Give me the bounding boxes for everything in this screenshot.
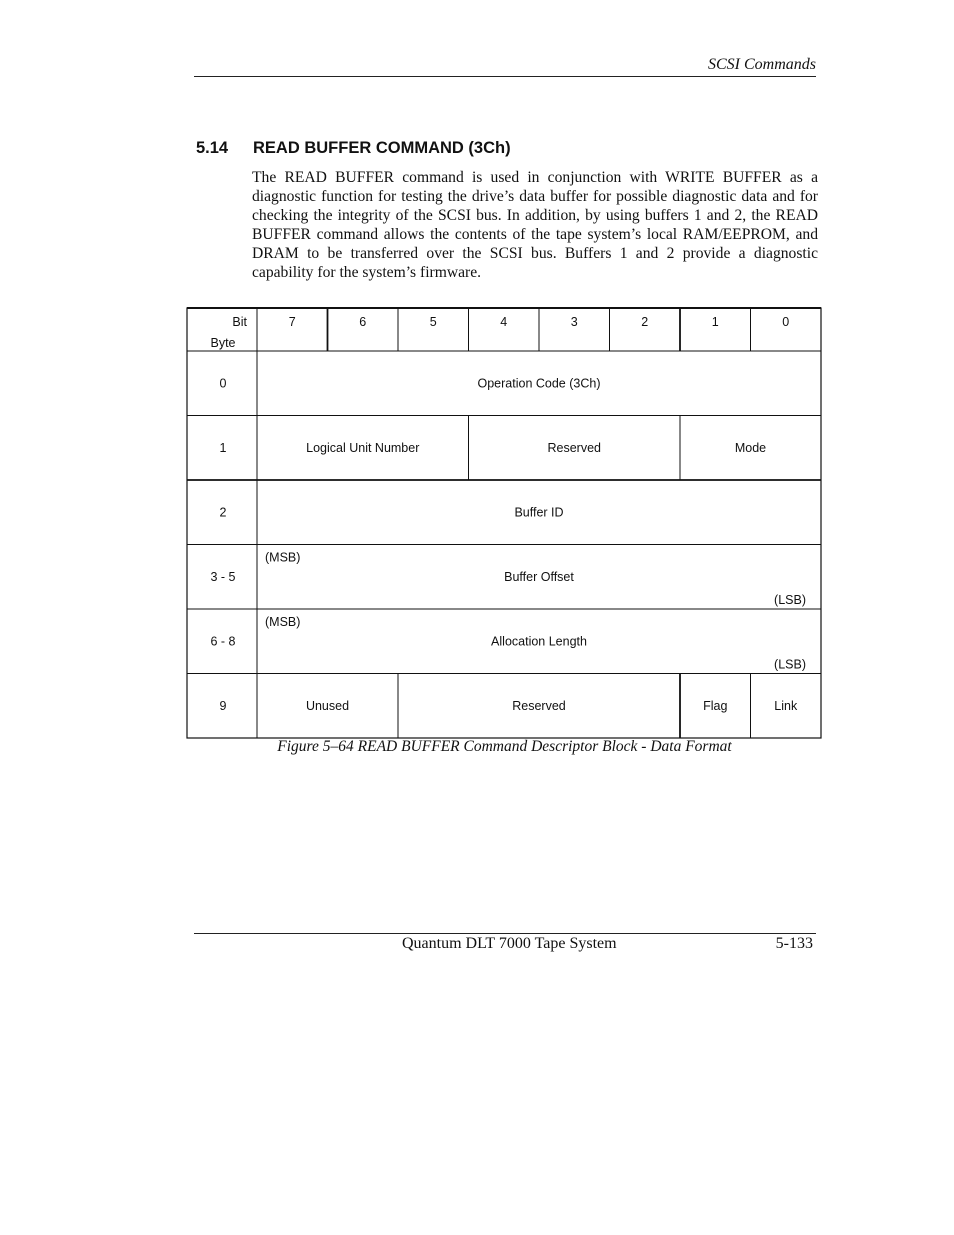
field-label: Link bbox=[774, 698, 798, 713]
field-label: Reserved bbox=[512, 698, 566, 713]
field-label: Reserved bbox=[547, 440, 601, 455]
body-paragraph: The READ BUFFER command is used in conjunction with WRITE BUFFER as a diagnostic function for testing the drive’s data buffer for possible diagnostic data and for checking the integrity of the SCSI bus. In addition, by using buffers 1 and 2, the READ BUFFER command allows the contents of the tape system’s local RAM/EEPROM, and DRAM to be transferred over the SCSI bus. Buffers 1 and 2 provide a diagnostic capability for the system’s firmware. bbox=[252, 169, 818, 281]
byte-number-label: 9 bbox=[219, 698, 227, 713]
footer-title: Quantum DLT 7000 Tape System bbox=[402, 935, 617, 952]
bit-number-label: 3 bbox=[570, 315, 578, 329]
byte-number-label: 0 bbox=[219, 376, 227, 391]
footer-rule bbox=[194, 933, 816, 934]
byte-number-label: 1 bbox=[219, 440, 227, 455]
bit-number-label: 1 bbox=[711, 315, 719, 329]
byte-number-label: 3 - 5 bbox=[210, 569, 236, 584]
bit-number-label: 5 bbox=[429, 315, 437, 329]
msb-label: (MSB) bbox=[265, 615, 301, 629]
bit-number-label: 4 bbox=[500, 315, 508, 329]
field-label: Buffer ID bbox=[514, 505, 564, 520]
byte-number-label: 6 - 8 bbox=[210, 634, 236, 649]
bit-number-label: 6 bbox=[359, 315, 367, 329]
figure-caption: Figure 5–64 READ BUFFER Command Descriptor Block - Data Format bbox=[277, 738, 732, 755]
lsb-label: (LSB) bbox=[774, 657, 806, 672]
field-label: Unused bbox=[305, 698, 350, 713]
header-bit-label: Bit bbox=[232, 315, 247, 329]
section-title: READ BUFFER COMMAND (3Ch) bbox=[253, 139, 511, 157]
section-number: 5.14 bbox=[196, 139, 229, 157]
header-byte-label: Byte bbox=[210, 336, 236, 350]
bit-number-label: 0 bbox=[782, 315, 790, 329]
field-label: Allocation Length bbox=[491, 634, 587, 649]
field-label: Buffer Offset bbox=[504, 569, 574, 584]
field-label: Logical Unit Number bbox=[306, 440, 420, 455]
field-label: Mode bbox=[734, 440, 767, 455]
msb-label: (MSB) bbox=[265, 550, 301, 565]
running-head: SCSI Commands bbox=[194, 56, 816, 77]
lsb-label: (LSB) bbox=[774, 593, 806, 607]
field-label: Operation Code (3Ch) bbox=[477, 376, 601, 391]
bit-number-label: 2 bbox=[641, 315, 649, 329]
bit-number-label: 7 bbox=[288, 315, 296, 329]
byte-number-label: 2 bbox=[219, 505, 227, 520]
field-label: Flag bbox=[703, 698, 728, 713]
page-number: 5-133 bbox=[775, 935, 813, 952]
